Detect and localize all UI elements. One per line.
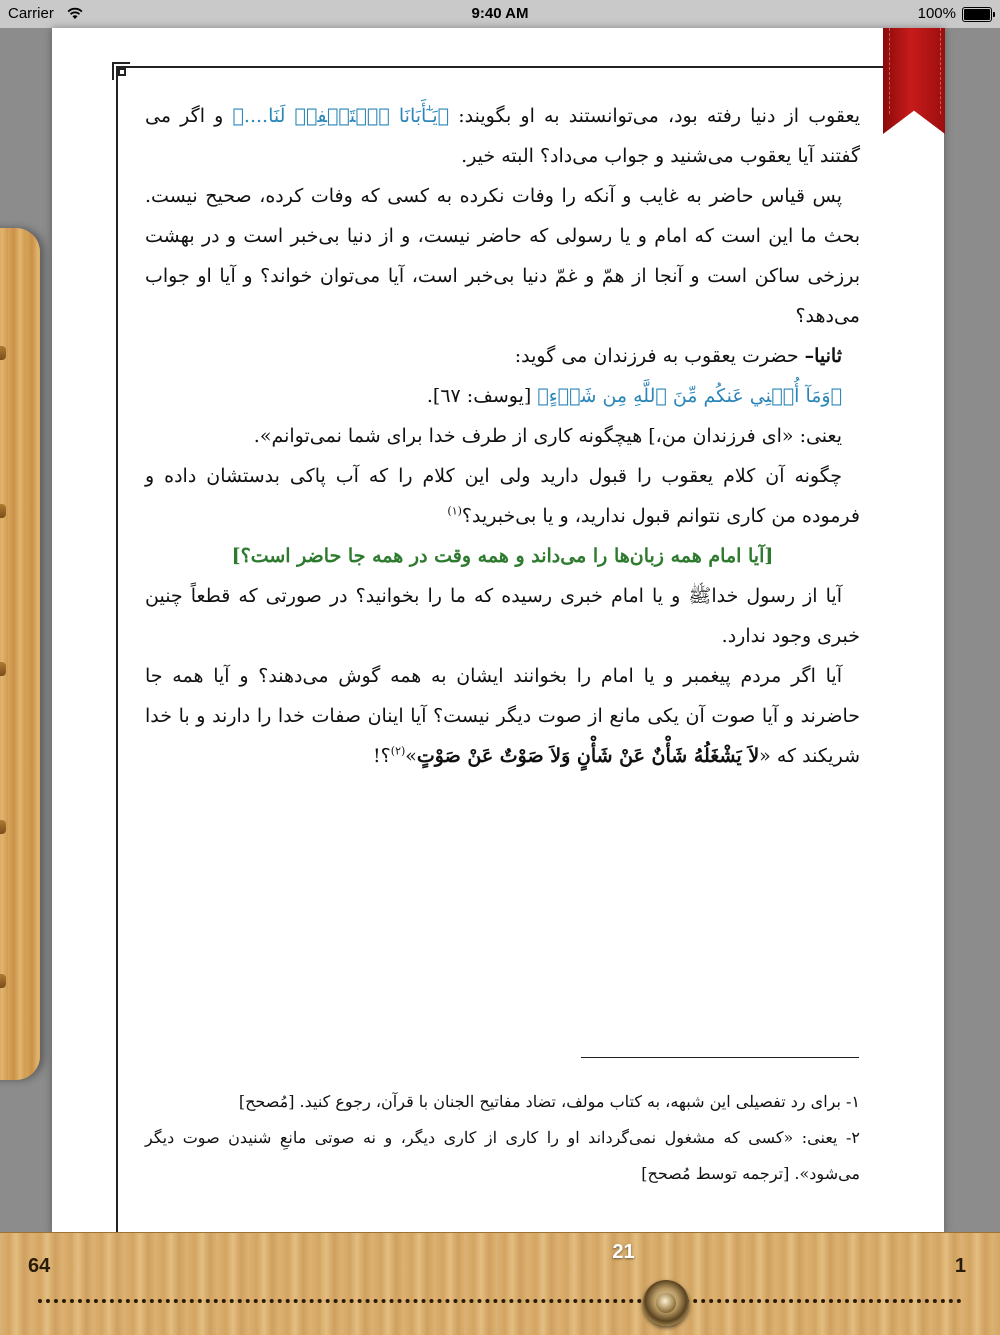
status-bar <box>0 0 1000 28</box>
section-heading: [آیا امام همه زبان‌ها را می‌داند و همه وقت در همه جا حاضر است؟] <box>231 545 774 567</box>
quran-verse: ﴿وَمَآ أُغۡنِي عَنكُم مِّنَ ٱللَّهِ مِن شَيۡءٍ﴾ <box>537 385 842 407</box>
hadith-quote: لاَ يَشْغَلُهُ شَأْنٌ عَنْ شَأْنٍ وَلاَ صَوْتٌ عَنْ صَوْتٍ <box>416 745 760 767</box>
paragraph: یعنی: «ای فرزندان من،] هیچگونه کاری از طرف خدا برای شما نمی‌توانم». <box>253 425 842 447</box>
hinge-icon <box>0 974 6 988</box>
paragraph: یعقوب از دنیا رفته بود، می‌توانستند به او بگویند: ﴿يَـٰٓأَبَانَا ٱسۡتَغۡفِرۡ لَنَا....﴾ و اگر می گفتند آیا یعقوب می‌شنید و جواب می‌داد؟ البته خیر. <box>145 105 860 167</box>
page-body <box>145 96 860 776</box>
paragraph: چگونه آن کلام یعقوب را قبول دارید ولی این کلام را که آب پاکی بدستشان داده و فرموده من کاری نتوانم قبول ندارید، و یا بی‌خبرید؟$^{(١)}$ <box>145 465 860 527</box>
footnote: ١- برای رد تفصیلی این شبهه، به کتاب مولف، تضاد مفاتیح الجنان با قرآن، رجوع کنید. [مُصحح] <box>238 1092 860 1111</box>
footnote-ref[interactable]: (٢) <box>390 744 406 758</box>
clock: 9:40 AM <box>471 5 529 22</box>
hinge-icon <box>0 662 6 676</box>
hinge-icon <box>0 820 6 834</box>
page-slider-track[interactable] <box>38 1299 962 1303</box>
footnote-divider <box>581 1057 859 1058</box>
hinge-icon <box>0 346 6 360</box>
paragraph: ﴿وَمَآ أُغۡنِي عَنكُم مِّنَ ٱللَّهِ مِن شَيۡءٍ﴾ [یوسف: ٦٧]. <box>426 385 842 407</box>
footnote-ref[interactable]: (١) <box>447 504 462 518</box>
quran-verse: ﴿يَـٰٓأَبَانَا ٱسۡتَغۡفِرۡ لَنَا....﴾ <box>232 105 450 127</box>
carrier-label: Carrier <box>8 5 54 22</box>
page-slider-knob[interactable] <box>643 1280 689 1326</box>
page-navigation-bar <box>0 1232 1000 1335</box>
footnote: ٢- یعنی: «کسی که مشغول نمی‌گرداند او را کاری از کاری دیگر، و نه صوتی مانعِ شنیدن صوت دیگر می‌شود». [ترجمه توسط مُصحح] <box>145 1128 860 1183</box>
page-border-left <box>116 66 118 1236</box>
total-pages-label: 64 <box>28 1255 51 1277</box>
battery-icon <box>962 7 992 22</box>
page-border-top <box>116 66 942 68</box>
hinge-icon <box>0 504 6 518</box>
side-drawer-handle[interactable] <box>0 228 40 1080</box>
battery-percentage: 100% <box>917 5 956 22</box>
first-page-label: 1 <box>954 1255 966 1277</box>
current-page-label: 21 <box>612 1241 635 1263</box>
paragraph: آیا اگر مردم پیغمبر و یا امام را بخوانند ایشان به همه گوش می‌دهند؟ و آیا همه جا حاضرند و آیا صوت آن یکی مانع از صوت دیگر نیست؟ آیا اینان صفات خدا را دارند و با خدا شریکند که «لاَ يَشْغَلُهُ شَأْنٌ عَنْ شَأْنٍ وَلاَ صَوْتٌ عَنْ صَوْتٍ»$^{(٢)}$؟! <box>145 665 860 767</box>
page-corner-ornament <box>112 62 130 80</box>
paragraph: ثانیا– حضرت یعقوب به فرزندان می گوید: <box>514 345 842 367</box>
paragraph: پس قیاس حاضر به غایب و آنکه را وفات نکرده به کسی که وفات کرده، صحیح نیست. بحث ما این است که امام و یا رسولی که حاضر نیست، و از دنیا بی‌خبر است و در بهشت برزخی ساکن است و آنجا از همّ و غمّ دنیا بی‌خبر است، آیا می‌توان خواند؟ و آیا او جواب می‌دهد؟ <box>145 185 860 327</box>
paragraph: آیا از رسول خداﷺ و یا امام خبری رسیده که ما را بخوانید؟ در صورتی که قطعاً چنین خبری وجود ندارد. <box>145 585 860 647</box>
footnotes <box>145 1084 860 1192</box>
